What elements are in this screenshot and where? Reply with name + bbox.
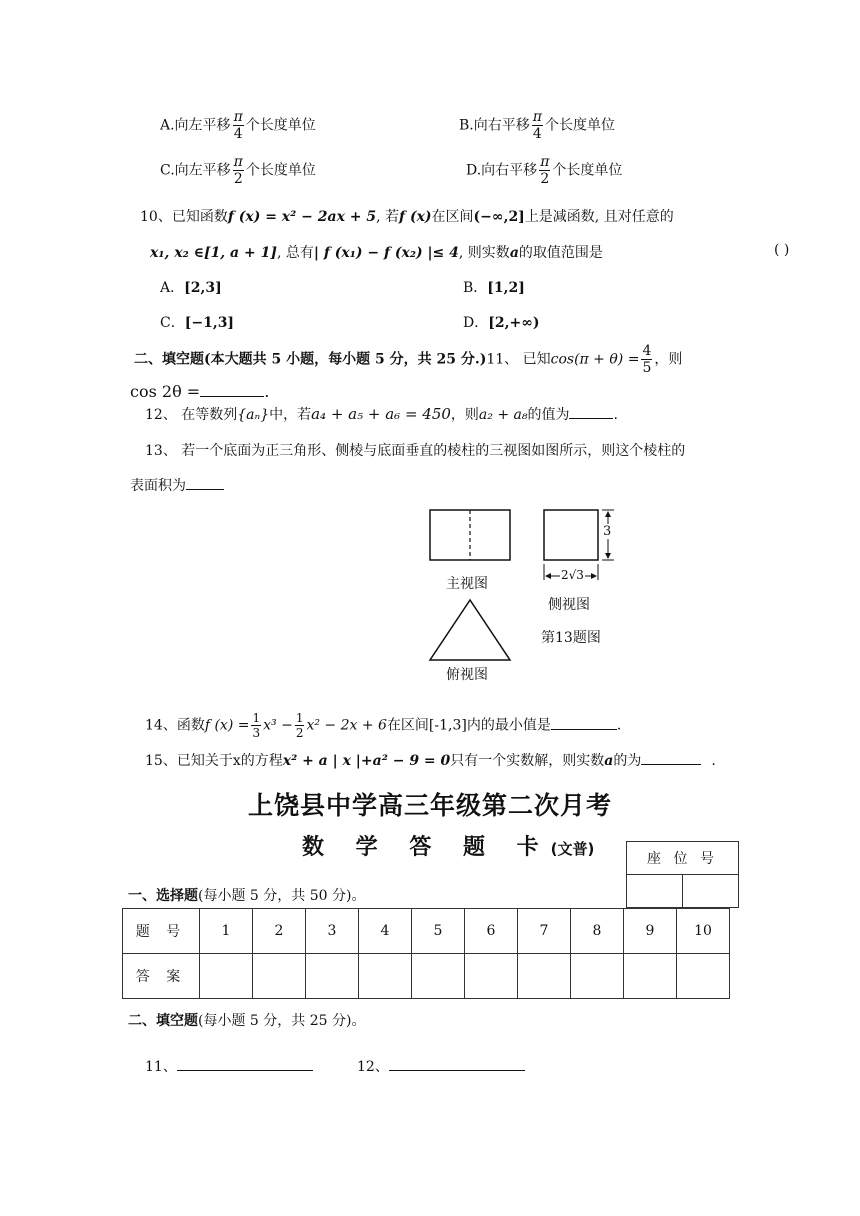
answer-table (122, 908, 730, 999)
arrow-up-icon (605, 511, 611, 517)
seat-label: 座 位 号 (627, 842, 739, 875)
q12-line: 12、 在等数列{aₙ}中，若a₄ + a₅ + a₆ = 450，则a₂ + a₈的值为 . (145, 405, 618, 423)
q11-line1: 二、填空题(本大题共 5 小题，每小题 5 分，共 25 分.)11、 已知cos(π + θ) = $\frac{4}{5}$ ，则 (134, 343, 683, 376)
q13-line2: 表面积为 (130, 475, 224, 495)
q10-option-c: C．[−1,3] (160, 315, 235, 331)
fraction: $\frac{\pi}{4}$ (532, 109, 542, 142)
arrow-right-icon (591, 573, 597, 579)
blank-11: 11、 (145, 1056, 313, 1076)
answer-cell[interactable] (518, 954, 571, 999)
answer-card-subtitle: 数 学 答 题 卡(文普) (302, 835, 595, 860)
arrow-down-icon (605, 553, 611, 559)
figure-caption: 第13题图 (541, 630, 601, 646)
top-view-triangle (430, 600, 510, 660)
q9-option-c: C.向左平移 $\frac{\pi}{2}$ 个长度单位 (160, 154, 316, 187)
answer-cell[interactable] (571, 954, 624, 999)
q11-line2: cos 2θ = . (130, 382, 270, 401)
three-view-figure (420, 500, 620, 690)
q9-option-b: B.向右平移 $\frac{\pi}{4}$ 个长度单位 (459, 109, 615, 142)
table-header-label: 题 号 (123, 909, 200, 954)
fraction: $\frac{\pi}{2}$ (540, 154, 550, 187)
answer-paren: ( ) (774, 242, 790, 258)
side-view-label: 侧视图 (548, 597, 590, 613)
answer-cell[interactable] (465, 954, 518, 999)
height-label: 3 (603, 524, 612, 539)
answer-blank (641, 750, 701, 765)
side-view-rect (544, 510, 598, 560)
q10-line1: 10、已知函数f (x) = x² − 2ax + 5, 若f (x)在区间(−∞,2]上是减函数, 且对任意的 (140, 209, 674, 225)
q10-option-b: B．[1,2] (463, 280, 525, 296)
q15-line: 15、已知关于x的方程x² + a | x |+a² − 9 = 0只有一个实数解，则实数a的为 . (145, 750, 716, 770)
answer-card-title: 上饶县中学高三年级第二次月考 (248, 791, 613, 820)
answer-blank (186, 475, 224, 490)
front-view-label: 主视图 (446, 576, 488, 592)
table-row (123, 954, 730, 999)
answer-cell[interactable] (412, 954, 465, 999)
q9-option-a: A.向左平移 $\frac{\pi}{4}$ 个长度单位 (160, 109, 316, 142)
fraction: $\frac{4}{5}$ (642, 343, 652, 376)
fraction: $\frac{1}{3}$ (252, 711, 261, 740)
answer-blank[interactable] (389, 1056, 525, 1071)
fraction: $\frac{1}{2}$ (295, 711, 304, 740)
q10-option-d: D．[2,+∞) (463, 315, 540, 331)
q10-line2: x₁, x₂ ∈[1, a + 1], 总有| f (x₁) − f (x₂) |≤ 4, 则实数a的取值范围是 (150, 245, 603, 261)
seat-cell[interactable] (627, 875, 683, 908)
section2-heading: 二、填空题(本大题共 5 小题，每小题 5 分，共 25 分.) (134, 351, 487, 368)
seat-number-box (626, 841, 739, 908)
arrow-left-icon (545, 573, 551, 579)
answer-blank[interactable] (177, 1056, 313, 1071)
q14-line: 14、函数f (x) = $\frac{1}{3}$ x³ − $\frac{1}{2}$ x² − 2x + 6在区间[-1,3]内的最小值是 . (145, 711, 622, 740)
q13-line1: 13、 若一个底面为正三角形、侧棱与底面垂直的棱柱的三视图如图所示，则这个棱柱的 (145, 443, 686, 459)
option-text: A.向左平移 (160, 117, 231, 134)
answer-cell[interactable] (624, 954, 677, 999)
table-row: 题 号 1 2 3 4 5 6 7 8 9 10 (123, 909, 730, 954)
answer-cell[interactable] (677, 954, 730, 999)
blank-12: 12、 (357, 1056, 525, 1076)
answer-cell[interactable] (253, 954, 306, 999)
answer-cell[interactable] (306, 954, 359, 999)
answer-blank (569, 404, 613, 419)
answer-blank (200, 382, 264, 397)
top-view-label: 俯视图 (446, 667, 488, 683)
answer-cell[interactable] (359, 954, 412, 999)
table-answer-label: 答 案 (123, 954, 200, 999)
fraction: $\frac{\pi}{4}$ (233, 109, 243, 142)
width-label: 2√3 (561, 568, 584, 582)
q10-option-a: A．[2,3] (160, 280, 222, 296)
fraction: $\frac{\pi}{2}$ (233, 154, 243, 187)
section1-heading: 一、选择题(每小题 5 分，共 50 分)。 (128, 888, 366, 904)
answer-cell[interactable] (200, 954, 253, 999)
answer-blank (551, 715, 617, 730)
seat-cell[interactable] (683, 875, 739, 908)
section2-card-heading: 二、填空题(每小题 5 分，共 25 分)。 (128, 1013, 366, 1029)
q9-option-d: D.向右平移 $\frac{\pi}{2}$ 个长度单位 (466, 154, 623, 187)
